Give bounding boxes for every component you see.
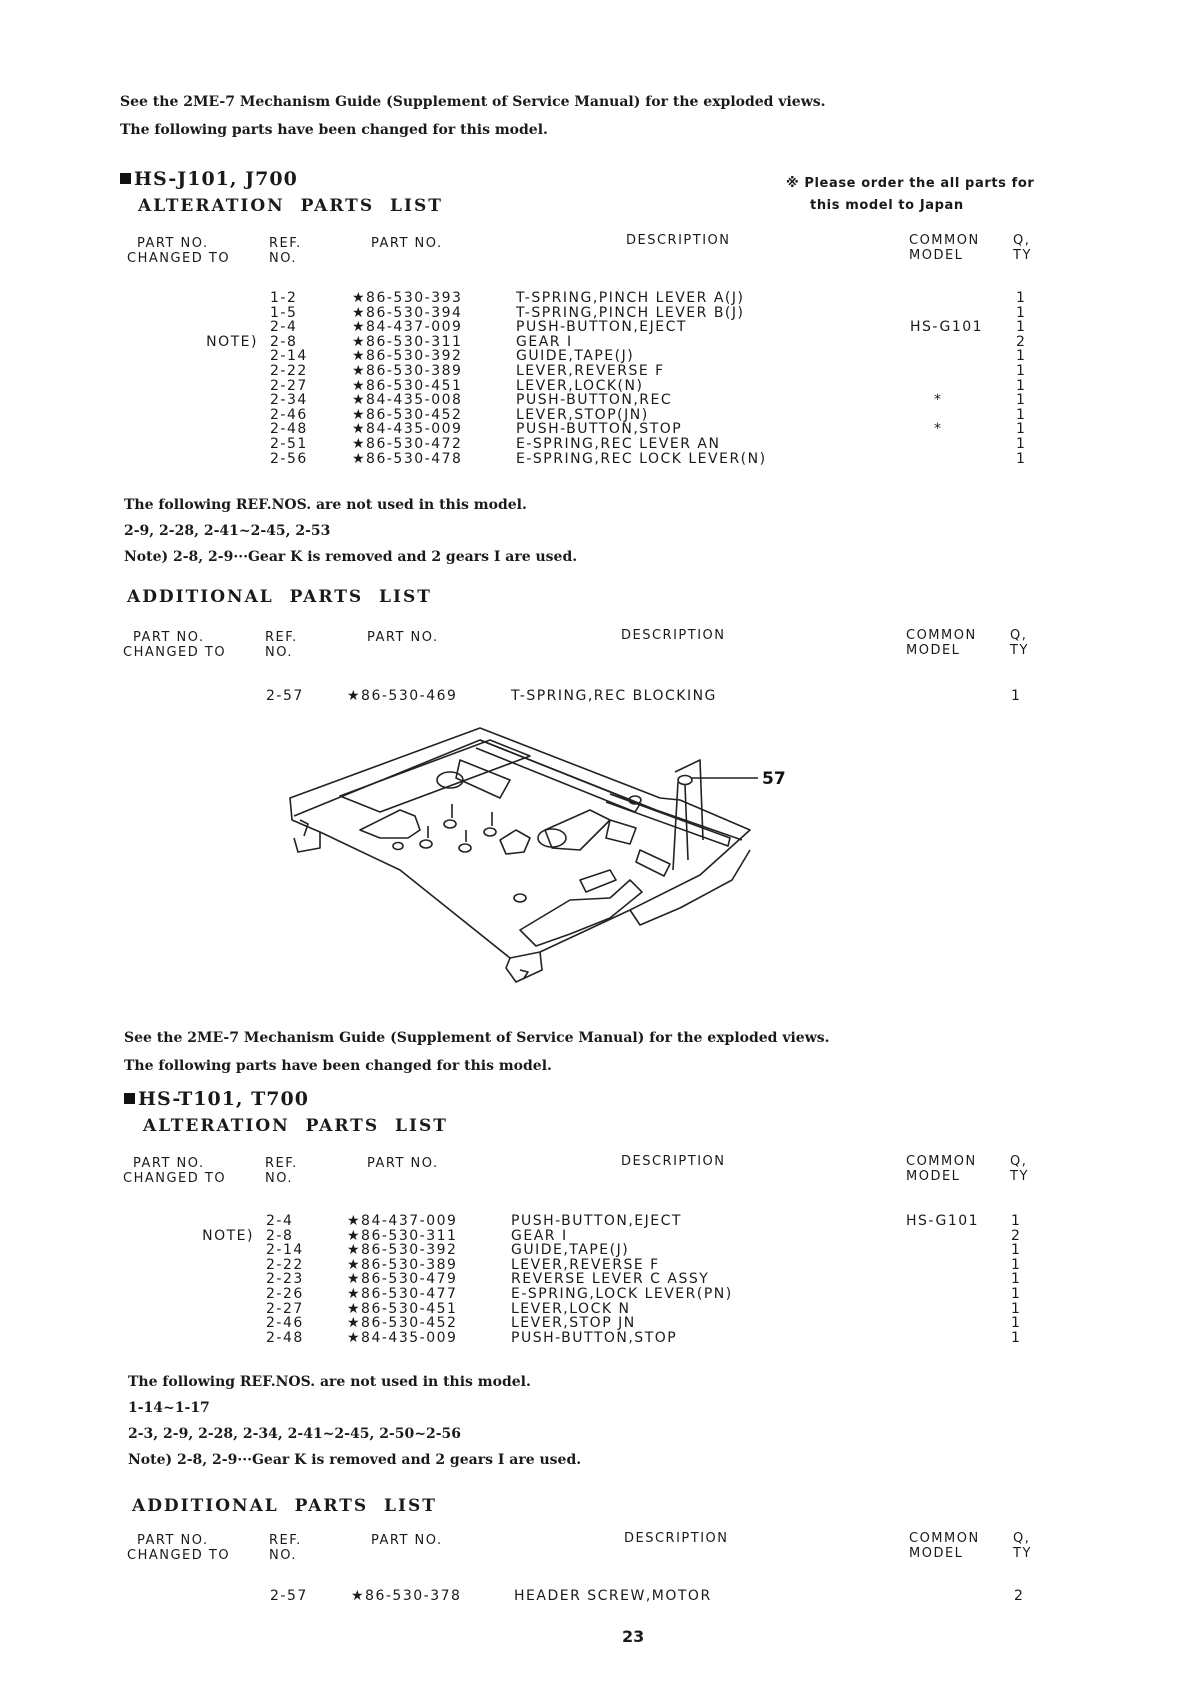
col-header-part-no: PART NO. <box>367 1156 439 1171</box>
cell-ref: 2-34 <box>270 392 308 409</box>
cell-ref: 2-27 <box>270 377 308 394</box>
table-row <box>0 1302 1191 1317</box>
note-line: Note) 2-8, 2-9···Gear K is removed and 2 gears I are used. <box>124 549 578 565</box>
col-header-common-model <box>909 1531 980 1561</box>
cell-part: ★86-530-472 <box>352 435 463 452</box>
cell-part: ★84-435-008 <box>352 392 463 409</box>
cell-desc: PUSH-BUTTON,STOP <box>516 421 683 438</box>
intro-text <box>124 1024 830 1080</box>
cell-desc: T-SPRING,REC BLOCKING <box>511 688 717 704</box>
model-title <box>124 1088 309 1110</box>
cell-part: ★86-530-311 <box>347 1227 458 1244</box>
col-header-line: Q, <box>1010 628 1028 643</box>
col-header-description: DESCRIPTION <box>621 1154 726 1169</box>
cell-qty: 1 <box>1011 688 1022 704</box>
cell-desc: LEVER,STOP JN <box>511 1315 636 1332</box>
note-line: Note) 2-8, 2-9···Gear K is removed and 2 gears I are used. <box>128 1452 582 1468</box>
cell-desc: LEVER,STOP(JN) <box>516 406 649 423</box>
alteration-table <box>0 1214 1191 1345</box>
table-row <box>0 1243 1191 1258</box>
table-row <box>0 1287 1191 1302</box>
cell-desc: PUSH-BUTTON,REC <box>516 392 673 409</box>
cell-qty: 1 <box>1011 1213 1022 1229</box>
chassis-plate <box>290 728 750 958</box>
cell-desc: E-SPRING,REC LOCK LEVER(N) <box>516 450 767 467</box>
intro-text <box>120 88 826 144</box>
cell-qty: 1 <box>1016 290 1027 306</box>
cell-changed: NOTE) <box>202 1227 254 1244</box>
cell-part: ★84-437-009 <box>347 1213 458 1229</box>
cell-qty: 1 <box>1011 1271 1022 1288</box>
cell-ref: 2-8 <box>266 1227 294 1244</box>
additional-table <box>0 1589 1191 1604</box>
cell-desc: LEVER,LOCK N <box>511 1300 631 1317</box>
col-header-ref-no <box>265 1156 298 1186</box>
cell-desc: GEAR I <box>511 1227 568 1244</box>
note-line: 2-9, 2-28, 2-41~2-45, 2-53 <box>124 523 331 539</box>
model-title-text: HS-T101, T700 <box>138 1088 309 1110</box>
col-header-part-no: PART NO. <box>367 630 439 645</box>
cell-qty: 1 <box>1016 304 1027 321</box>
cell-ref: 2-8 <box>270 333 298 350</box>
intro-line: See the 2ME-7 Mechanism Guide (Supplement of Service Manual) for the exploded views. <box>120 94 826 110</box>
cell-ref: 2-14 <box>266 1242 304 1259</box>
cell-part: ★86-530-479 <box>347 1271 458 1288</box>
cell-ref: 2-26 <box>266 1285 304 1302</box>
col-header-line: TY <box>1010 643 1029 658</box>
cell-part: ★86-530-451 <box>347 1300 458 1317</box>
figure-callout-label: 57 <box>762 769 786 789</box>
cell-qty: 1 <box>1016 406 1027 423</box>
table-row <box>0 422 1191 437</box>
cell-ref: 2-4 <box>266 1213 294 1229</box>
cell-ref: 2-57 <box>270 1588 308 1604</box>
table-row <box>0 291 1191 306</box>
notes-block <box>128 1369 581 1473</box>
model-title <box>120 168 298 190</box>
cell-part: ★86-530-394 <box>352 304 463 321</box>
col-header-line: Q, <box>1013 233 1031 248</box>
col-header-line: TY <box>1013 248 1032 263</box>
col-header-description: DESCRIPTION <box>624 1531 729 1546</box>
cell-common: * <box>934 421 943 438</box>
additional-list-title: ADDITIONAL PARTS LIST <box>132 1496 437 1516</box>
col-header-changed-to <box>123 1156 226 1186</box>
cell-part: ★86-530-477 <box>347 1285 458 1302</box>
cell-desc: PUSH-BUTTON,STOP <box>511 1329 678 1346</box>
cell-desc: REVERSE LEVER C ASSY <box>511 1271 710 1288</box>
note-line: 2-3, 2-9, 2-28, 2-34, 2-41~2-45, 2-50~2-56 <box>128 1426 461 1442</box>
cell-desc: T-SPRING,PINCH LEVER B(J) <box>516 304 745 321</box>
col-header-description: DESCRIPTION <box>626 233 731 248</box>
table-row <box>0 306 1191 321</box>
cell-part: ★86-530-451 <box>352 377 463 394</box>
col-header-line: COMMON <box>909 1531 980 1546</box>
cell-common: HS-G101 <box>906 1213 980 1229</box>
table-row <box>0 408 1191 423</box>
table-row <box>0 393 1191 408</box>
cell-qty: 1 <box>1011 1315 1022 1332</box>
col-header-line: PART NO. <box>133 630 205 645</box>
order-note-line: this model to Japan <box>810 198 964 213</box>
table-row <box>0 379 1191 394</box>
order-note-line: ※ Please order the all parts for <box>786 176 1035 191</box>
notes-block <box>124 492 577 570</box>
cell-ref: 2-56 <box>270 450 308 467</box>
col-header-qty <box>1010 1154 1029 1184</box>
alteration-table <box>0 291 1191 466</box>
col-header-ref-no <box>269 236 302 266</box>
cell-ref: 2-46 <box>270 406 308 423</box>
cell-part: ★86-530-311 <box>352 333 463 350</box>
col-header-line: Q, <box>1010 1154 1028 1169</box>
cell-part: ★86-530-452 <box>347 1315 458 1332</box>
mechanism-exploded-figure <box>280 720 820 1000</box>
intro-line: The following parts have been changed for this model. <box>124 1058 552 1074</box>
col-header-line: NO. <box>265 1171 294 1186</box>
cell-desc: LEVER,REVERSE F <box>516 362 665 379</box>
cell-part: ★86-530-378 <box>351 1588 462 1604</box>
cell-ref: 2-22 <box>270 362 308 379</box>
col-header-line: REF. <box>269 236 302 251</box>
table-row <box>0 364 1191 379</box>
col-header-line: TY <box>1013 1546 1032 1561</box>
col-header-line: CHANGED TO <box>123 1171 227 1186</box>
col-header-line: PART NO. <box>137 236 209 251</box>
intro-line: See the 2ME-7 Mechanism Guide (Supplement of Service Manual) for the exploded views. <box>124 1030 830 1046</box>
cell-desc: E-SPRING,REC LEVER AN <box>516 435 721 452</box>
cell-qty: 1 <box>1011 1242 1022 1259</box>
cell-part: ★86-530-452 <box>352 406 463 423</box>
cell-part: ★86-530-392 <box>347 1242 458 1259</box>
cell-qty: 2 <box>1011 1227 1022 1244</box>
col-header-changed-to <box>123 630 226 660</box>
cell-ref: 2-48 <box>270 421 308 438</box>
col-header-line: CHANGED TO <box>123 645 227 660</box>
cell-desc: PUSH-BUTTON,EJECT <box>516 319 687 336</box>
table-row <box>0 689 1191 704</box>
col-header-line: Q, <box>1013 1531 1031 1546</box>
cell-desc: GUIDE,TAPE(J) <box>511 1242 630 1259</box>
table-row <box>0 1214 1191 1229</box>
cell-part: ★84-437-009 <box>352 319 463 336</box>
cell-ref: 2-27 <box>266 1300 304 1317</box>
col-header-part-no: PART NO. <box>371 236 443 251</box>
bullet-square-icon <box>124 1093 135 1104</box>
cell-qty: 1 <box>1016 348 1027 365</box>
col-header-line: CHANGED TO <box>127 251 231 266</box>
cell-desc: LEVER,REVERSE F <box>511 1256 660 1273</box>
col-header-line: MODEL <box>906 1169 961 1184</box>
cell-ref: 2-14 <box>270 348 308 365</box>
cell-part: ★86-530-393 <box>352 290 463 306</box>
col-header-qty <box>1013 233 1032 263</box>
cell-ref: 2-22 <box>266 1256 304 1273</box>
cell-desc: GUIDE,TAPE(J) <box>516 348 635 365</box>
cell-ref: 2-57 <box>266 688 304 704</box>
cell-ref: 2-23 <box>266 1271 304 1288</box>
cell-desc: PUSH-BUTTON,EJECT <box>511 1213 682 1229</box>
cell-qty: 2 <box>1014 1588 1025 1604</box>
col-header-line: CHANGED TO <box>127 1548 231 1563</box>
cell-qty: 1 <box>1016 319 1027 336</box>
additional-table <box>0 689 1191 704</box>
col-header-description: DESCRIPTION <box>621 628 726 643</box>
cell-desc: HEADER SCREW,MOTOR <box>514 1588 712 1604</box>
cell-qty: 1 <box>1016 450 1027 467</box>
cell-part: ★86-530-389 <box>352 362 463 379</box>
cell-qty: 1 <box>1016 377 1027 394</box>
table-row <box>0 452 1191 467</box>
col-header-line: MODEL <box>909 248 964 263</box>
note-line: The following REF.NOS. are not used in this model. <box>124 497 527 513</box>
order-note <box>786 173 1034 217</box>
col-header-line: NO. <box>269 251 298 266</box>
cell-desc: GEAR I <box>516 333 573 350</box>
alteration-list-title: ALTERATION PARTS LIST <box>138 196 443 216</box>
cell-common: HS-G101 <box>910 319 984 336</box>
col-header-line: COMMON <box>906 628 977 643</box>
table-row <box>0 1272 1191 1287</box>
cell-part: ★84-435-009 <box>347 1329 458 1346</box>
cell-desc: T-SPRING,PINCH LEVER A(J) <box>516 290 745 306</box>
col-header-part-no: PART NO. <box>371 1533 443 1548</box>
cell-ref: 2-4 <box>270 319 298 336</box>
cell-common: * <box>934 392 943 409</box>
col-header-line: NO. <box>269 1548 298 1563</box>
table-row <box>0 349 1191 364</box>
cell-ref: 2-46 <box>266 1315 304 1332</box>
table-row <box>0 437 1191 452</box>
col-header-line: COMMON <box>909 233 980 248</box>
intro-line: The following parts have been changed for this model. <box>120 122 548 138</box>
table-row <box>0 1258 1191 1273</box>
table-row <box>0 1316 1191 1331</box>
bullet-square-icon <box>120 173 131 184</box>
cell-qty: 1 <box>1016 421 1027 438</box>
model-title-text: HS-J101, J700 <box>134 168 298 190</box>
cell-qty: 1 <box>1011 1329 1022 1346</box>
note-line: 1-14~1-17 <box>128 1400 210 1416</box>
col-header-ref-no <box>269 1533 302 1563</box>
col-header-line: PART NO. <box>137 1533 209 1548</box>
col-header-line: MODEL <box>906 643 961 658</box>
cell-part: ★86-530-392 <box>352 348 463 365</box>
col-header-line: TY <box>1010 1169 1029 1184</box>
col-header-line: REF. <box>265 630 298 645</box>
col-header-line: COMMON <box>906 1154 977 1169</box>
page-number: 23 <box>622 1627 645 1646</box>
col-header-line: NO. <box>265 645 294 660</box>
cell-ref: 1-5 <box>270 304 298 321</box>
col-header-common-model <box>906 628 977 658</box>
cell-qty: 1 <box>1016 435 1027 452</box>
table-row <box>0 1229 1191 1244</box>
additional-list-title: ADDITIONAL PARTS LIST <box>127 587 432 607</box>
alteration-list-title: ALTERATION PARTS LIST <box>143 1116 448 1136</box>
col-header-qty <box>1013 1531 1032 1561</box>
cell-ref: 2-48 <box>266 1329 304 1346</box>
cell-changed: NOTE) <box>206 333 258 350</box>
col-header-changed-to <box>127 1533 230 1563</box>
col-header-line: REF. <box>269 1533 302 1548</box>
cell-desc: E-SPRING,LOCK LEVER(PN) <box>511 1285 733 1302</box>
col-header-common-model <box>909 233 980 263</box>
cell-desc: LEVER,LOCK(N) <box>516 377 644 394</box>
col-header-qty <box>1010 628 1029 658</box>
table-row <box>0 320 1191 335</box>
cell-part: ★84-435-009 <box>352 421 463 438</box>
col-header-line: MODEL <box>909 1546 964 1561</box>
cell-ref: 2-51 <box>270 435 308 452</box>
col-header-common-model <box>906 1154 977 1184</box>
cell-qty: 1 <box>1011 1256 1022 1273</box>
col-header-ref-no <box>265 630 298 660</box>
cell-qty: 1 <box>1011 1285 1022 1302</box>
col-header-line: PART NO. <box>133 1156 205 1171</box>
col-header-line: REF. <box>265 1156 298 1171</box>
table-row <box>0 1589 1191 1604</box>
col-header-changed-to <box>127 236 230 266</box>
cell-qty: 1 <box>1016 362 1027 379</box>
cell-part: ★86-530-478 <box>352 450 463 467</box>
cell-qty: 1 <box>1016 392 1027 409</box>
cell-ref: 1-2 <box>270 290 298 306</box>
table-row <box>0 1331 1191 1346</box>
note-line: The following REF.NOS. are not used in this model. <box>128 1374 531 1390</box>
cell-part: ★86-530-469 <box>347 688 458 704</box>
cell-qty: 2 <box>1016 333 1027 350</box>
cell-qty: 1 <box>1011 1300 1022 1317</box>
table-row <box>0 335 1191 350</box>
cell-part: ★86-530-389 <box>347 1256 458 1273</box>
